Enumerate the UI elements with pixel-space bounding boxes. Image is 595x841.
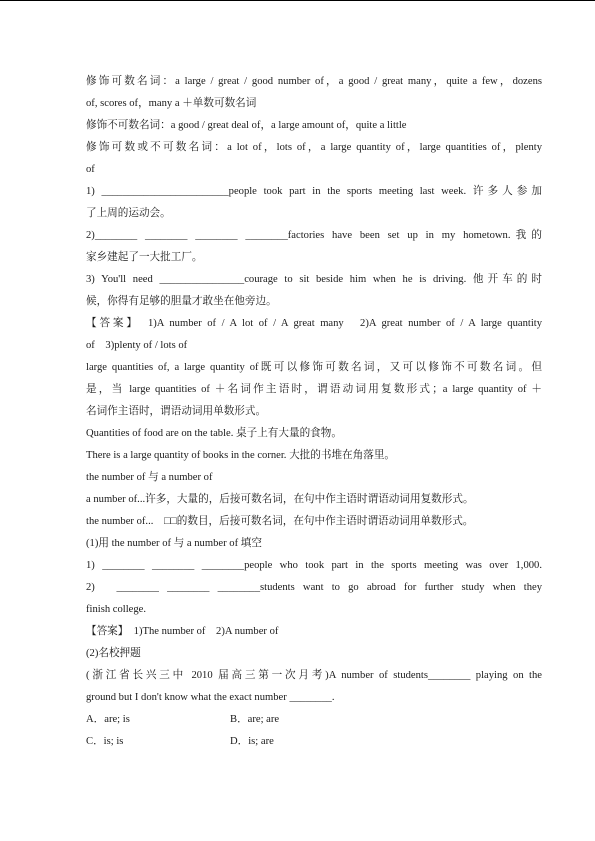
section-heading: the number of 与 a number of (86, 472, 213, 483)
option-a: A．are; is (86, 714, 130, 725)
document-body (86, 71, 542, 753)
answer-line: 【答案】 1)The number of 2)A number of (86, 626, 279, 637)
text-line: 了上周的运动会。 (86, 208, 171, 219)
answer-line: 【答案】 1)A number of / A lot of / A great many 2)A great number of / A large quantity (86, 318, 542, 329)
options-row (86, 709, 542, 731)
text-line: 家乡建起了一大批工厂。 (86, 252, 203, 263)
example-sentence: There is a large quantity of books in the corner. 大批的书堆在角落里。 (86, 450, 396, 461)
exercise-1-line: 1) ________ ________ ________people who took part in the sports meeting was over 1,000. (86, 560, 542, 571)
text-line: 是，当 large quantities of ＋名词作主语时，谓语动词用复数形式；a large quantity of ＋ (86, 384, 542, 395)
options-row (86, 731, 542, 753)
text-line: 候，你得有足够的胆量才敢坐在他旁边。 (86, 296, 277, 307)
text-line: of 3)plenty of / lots of (86, 340, 188, 351)
example-sentence: Quantities of food are on the table. 桌子上有大量的食物。 (86, 428, 342, 439)
text-line: finish college. (86, 604, 147, 615)
text-line: 名词作主语时，谓语动词用单数形式。 (86, 406, 267, 417)
text-line: (1)用 the number of 与 a number of 填空 (86, 538, 262, 549)
exercise-2-line: 2) ________ ________ ________students want to go abroad for further study when they (86, 582, 542, 593)
text-line: large quantities of, a large quantity of既可以修饰可数名词，又可以修饰不可数名词。但 (86, 362, 542, 373)
exercise-1-line: 1) ________________________people took part in the sports meeting last week. 许多人参加 (86, 186, 542, 197)
text-line: 修饰不可数名词：a good / great deal of，a large amount of，quite a little (86, 120, 407, 131)
exercise-2-line: 2)________ ________ ________ ________factories have been set up in my hometown.我的 (86, 230, 542, 241)
section-heading: (2)名校押题 (86, 648, 141, 659)
exercise-3-line: 3) You'll need ________________courage to sit beside him when he is driving. 他开车的时 (86, 274, 542, 285)
text-line: the number of... □□的数目，后接可数名词，在句中作主语时谓语动词用单数形式。 (86, 516, 474, 527)
text-line: of (86, 164, 95, 175)
text-line: a number of...许多，大量的，后接可数名词，在句中作主语时谓语动词用复数形式。 (86, 494, 474, 505)
option-c: C．is; is (86, 736, 124, 747)
text-line: of, scores of，many a ＋单数可数名词 (86, 98, 257, 109)
question-line: (浙江省长兴三中 2010 届高三第一次月考)A number of students________ playing on the (86, 670, 542, 681)
option-b: B．are; are (230, 714, 280, 725)
text-line: 修饰可数名词：a large / great / good number of，a good / great many，quite a few，dozens (86, 76, 542, 87)
page-top-border (0, 0, 595, 1)
option-d: D．is; are (230, 736, 274, 747)
text-line: 修饰可数或不可数名词：a lot of，lots of，a large quantity of，large quantities of，plenty (86, 142, 542, 153)
question-line: ground but I don't know what the exact number ________. (86, 692, 335, 703)
